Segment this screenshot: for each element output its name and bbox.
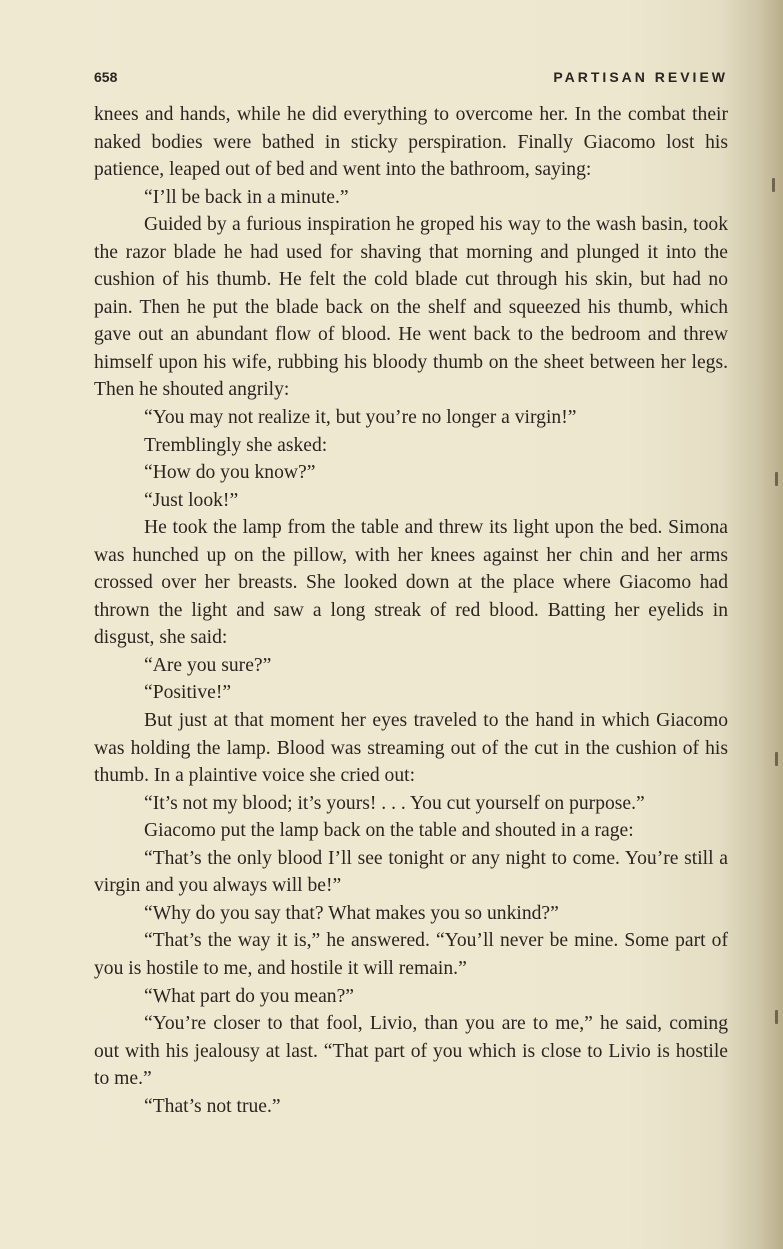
page-edge-mark bbox=[775, 472, 778, 486]
running-header bbox=[94, 66, 728, 90]
paragraph: “Are you sure?” bbox=[144, 654, 272, 676]
running-title: PARTISAN REVIEW bbox=[553, 69, 728, 85]
paragraph: Giacomo put the lamp back on the table and shouted in a rage: bbox=[144, 820, 634, 842]
paragraph: He took the lamp from the table and threw its light upon the bed. Simona was hunched up on the pillow, with her knees against her chin and her arms crossed over her breasts. She looked down at the place where Giacomo had thrown the light and saw a long streak of red blood. Batting her eyelids in disgust, she said: bbox=[94, 517, 728, 649]
page-edge-mark bbox=[775, 752, 778, 766]
paragraph: “You’re closer to that fool, Livio, than you are to me,” he said, coming out with his jealousy at last. “That part of you which is close to Livio is hostile to me.” bbox=[94, 1013, 728, 1090]
paragraph: “It’s not my blood; it’s yours! . . . You cut yourself on purpose.” bbox=[144, 792, 645, 814]
paragraph: “That’s the way it is,” he answered. “You’ll never be mine. Some part of you is hostile to me, and hostile it will remain.” bbox=[94, 930, 728, 979]
page-edge-mark bbox=[775, 1010, 778, 1024]
paragraph: “Positive!” bbox=[144, 682, 232, 704]
paragraph: “I’ll be back in a minute.” bbox=[144, 186, 349, 208]
page-number: 658 bbox=[94, 69, 118, 85]
paragraph: “What part do you mean?” bbox=[144, 985, 354, 1007]
page-edge-mark bbox=[772, 178, 775, 192]
paragraph: “Why do you say that? What makes you so unkind?” bbox=[144, 902, 559, 924]
paragraph: “That’s not true.” bbox=[144, 1095, 281, 1117]
paragraph: “How do you know?” bbox=[144, 462, 316, 484]
paragraph: knees and hands, while he did everything to overcome her. In the combat their naked bodies were bathed in sticky perspiration. Finally Giacomo lost his patience, leaped out of bed and went into the bathroom, saying: bbox=[94, 104, 728, 181]
body-text bbox=[94, 101, 728, 1120]
paragraph: “You may not realize it, but you’re no longer a virgin!” bbox=[144, 407, 577, 429]
paragraph: “That’s the only blood I’ll see tonight or any night to come. You’re still a virgin and you always will be!” bbox=[94, 847, 728, 897]
paragraph: Guided by a furious inspiration he groped his way to the wash basin, took the razor blade he had used for shaving that morning and plunged it into the cushion of his thumb. He felt the cold blade cut through his skin, but had no pain. Then he put the blade back on the shelf and squeezed his thumb, which gave out an abundant flow of blood. He went back to the bedroom and threw himself upon his wife, rubbing his bloody thumb on the sheet between her legs. Then he shouted angrily: bbox=[94, 214, 728, 401]
paragraph: But just at that moment her eyes traveled to the hand in which Giacomo was holding the lamp. Blood was streaming out of the cut in the cushion of his thumb. In a plaintive voice she cried out: bbox=[94, 710, 728, 787]
paragraph: Tremblingly she asked: bbox=[144, 434, 328, 456]
paragraph: “Just look!” bbox=[144, 489, 239, 511]
